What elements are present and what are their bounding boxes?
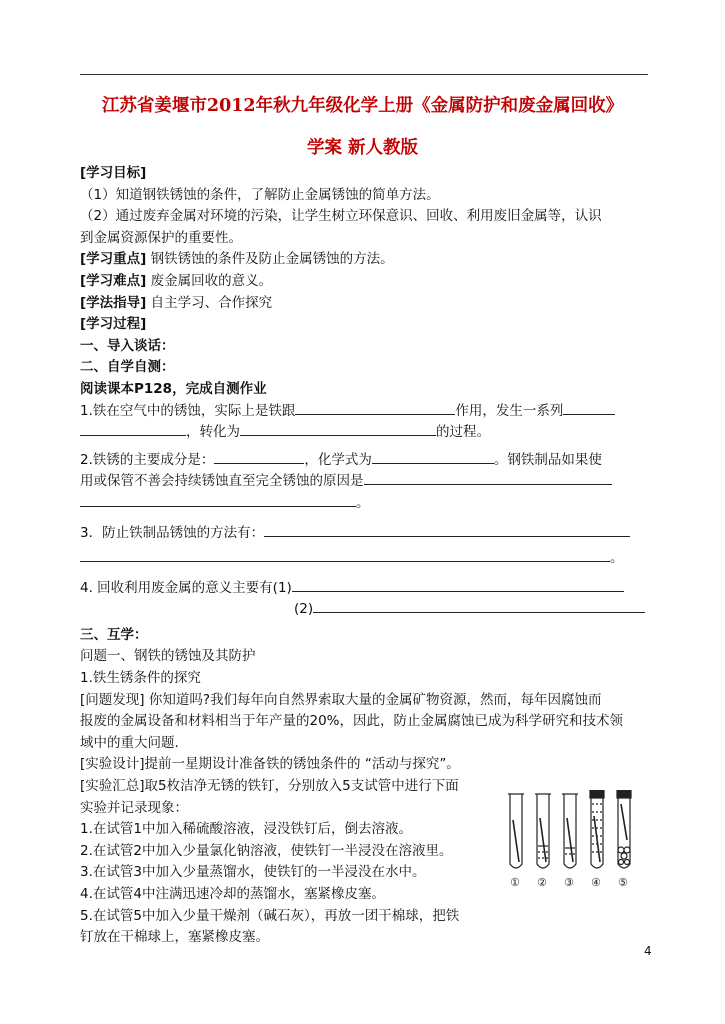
q4-text-b: (2): [294, 601, 314, 618]
section-3-heading: 三、互学：: [80, 626, 148, 643]
method: [80, 293, 650, 315]
goal-item-1: （1）知道钢铁锈蚀的条件，了解防止金属锈蚀的简单方法。: [80, 186, 440, 203]
design: [实验设计]提前一星期设计准备铁的锈蚀条件的 “活动与探究”。: [80, 756, 460, 773]
q1-blank-4[interactable]: [240, 422, 436, 436]
tube-label-3: ③: [564, 876, 574, 889]
q2-blank-3[interactable]: [364, 471, 612, 485]
step-2: 2.在试管2中加入少量氯化钠溶液，使铁钉一半浸没在溶液里。: [80, 842, 453, 859]
q3-text-a: 3．防止铁制品锈蚀的方法有：: [80, 524, 265, 541]
q1-text-d: 的过程。: [436, 424, 490, 441]
section-1-heading: 一、导入谈话：: [80, 337, 175, 354]
q1-blank-1[interactable]: [295, 401, 455, 415]
test-tube-1: [508, 794, 524, 868]
method-text: 自主学习、合作探究: [146, 294, 273, 311]
question-4-line-2: [80, 599, 650, 621]
question-2-line-2: [80, 471, 650, 493]
process-heading: [学习过程]: [80, 316, 147, 333]
step-1: 1.在试管1中加入稀硫酸溶液，浸没铁钉后，倒去溶液。: [80, 821, 412, 838]
tube-label-5: ⑤: [618, 876, 628, 889]
question-4-line-1: [80, 578, 650, 600]
key-point-label: [学习重点]: [80, 251, 147, 268]
discovery-line-2: 报废的金属设备和材料相当于年产量的20%，因此，防止金属腐蚀已成为科学研究和技术领: [80, 713, 624, 730]
q2-blank-2[interactable]: [372, 450, 494, 464]
document-subtitle: 学案 新人教版: [306, 138, 419, 158]
question-3-line-1: [80, 523, 650, 545]
step-5-cont: 钉放在干棉球上，塞紧橡皮塞。: [80, 929, 269, 946]
question-2-line-3: [80, 493, 650, 515]
document-title: 江苏省姜堰市2012年秋九年级化学上册《金属防护和废金属回收》: [101, 96, 624, 116]
q4-text-a: 4. 回收利用废金属的意义主要有(1): [80, 579, 292, 596]
test-tube-3: [562, 794, 578, 868]
test-tube-2: [535, 794, 551, 868]
goals-heading: [学习目标]: [80, 165, 147, 181]
q1-text-a: 1.铁在空气中的锈蚀，实际上是铁跟: [80, 402, 296, 419]
q2-blank-4[interactable]: [80, 493, 356, 507]
tube-label-2: ②: [537, 876, 547, 889]
q2-text-e: 。: [356, 494, 370, 511]
q1-text-b: 作用，发生一系列: [455, 402, 564, 419]
q3-blank-1[interactable]: [264, 523, 630, 537]
tube-label-4: ④: [591, 876, 601, 889]
goal-item-2a: （2）通过废弃金属对环境的污染，让学生树立环保意识、回收、利用废旧金属等，认识: [80, 208, 602, 225]
difficulty: [80, 271, 650, 293]
q2-blank-1[interactable]: [214, 450, 304, 464]
goal-item-2b: 到金属资源保护的重要性。: [80, 229, 242, 246]
difficulty-label: [学习难点]: [80, 272, 147, 289]
summary-line-1: [实验汇总]取5枚洁净无锈的铁钉，分别放入5支试管中进行下面: [80, 778, 459, 795]
test-tube-4: [590, 790, 604, 868]
read-task: 阅读课本P128，完成自测作业: [80, 380, 267, 397]
step-4: 4.在试管4中注满迅速冷却的蒸馏水，塞紧橡皮塞。: [80, 886, 385, 902]
summary-line-2: 实验并记录现象：: [80, 799, 188, 816]
q3-text-b: 。: [610, 550, 624, 567]
q2-text-a: 2.铁锈的主要成分是：: [80, 451, 215, 468]
discovery-line-1: [问题发现] 你知道吗?我们每年向自然界索取大量的金属矿物资源，然而，每年因腐蚀而: [80, 691, 602, 708]
header-rule: [80, 74, 648, 75]
problem-1: 问题一、钢铁的锈蚀及其防护: [80, 648, 256, 665]
step-5: 5.在试管5中加入少量干燥剂（碱石灰），再放一团干棉球，把铁: [80, 907, 460, 924]
difficulty-text: 废金属回收的意义。: [146, 272, 273, 289]
key-point: [80, 249, 650, 271]
test-tubes-diagram: [500, 790, 650, 890]
q4-blank-1[interactable]: [292, 578, 624, 592]
method-label: [学法指导]: [80, 294, 147, 311]
subheading-1: 1.铁生锈条件的探究: [80, 670, 201, 687]
q1-blank-3[interactable]: [80, 422, 186, 436]
step-3: 3.在试管3中加入少量蒸馏水，使铁钉的一半浸没在水中。: [80, 864, 426, 881]
q4-blank-2[interactable]: [313, 599, 645, 613]
q3-blank-2[interactable]: [80, 548, 610, 562]
question-1-line-2: [80, 422, 650, 444]
q1-blank-2[interactable]: [563, 401, 615, 415]
question-1-line-1: [80, 401, 650, 423]
test-tube-5: [617, 790, 631, 868]
discovery-line-3: 域中的重大问题.: [80, 734, 179, 751]
q2-text-c: 。钢铁制品如果使: [493, 451, 602, 468]
question-2-line-1: [80, 450, 650, 472]
q2-text-b: ，化学式为: [304, 451, 372, 468]
page-number: 4: [644, 944, 652, 958]
q1-text-c: ，转化为: [186, 424, 240, 441]
q2-text-d: 用或保管不善会持续锈蚀直至完全锈蚀的原因是: [80, 473, 364, 490]
section-2-heading: 二、自学自测：: [80, 359, 175, 376]
question-3-line-2: [80, 548, 650, 570]
tube-label-1: ①: [510, 876, 520, 889]
key-point-text: 钢铁锈蚀的条件及防止金属锈蚀的方法。: [146, 251, 394, 268]
